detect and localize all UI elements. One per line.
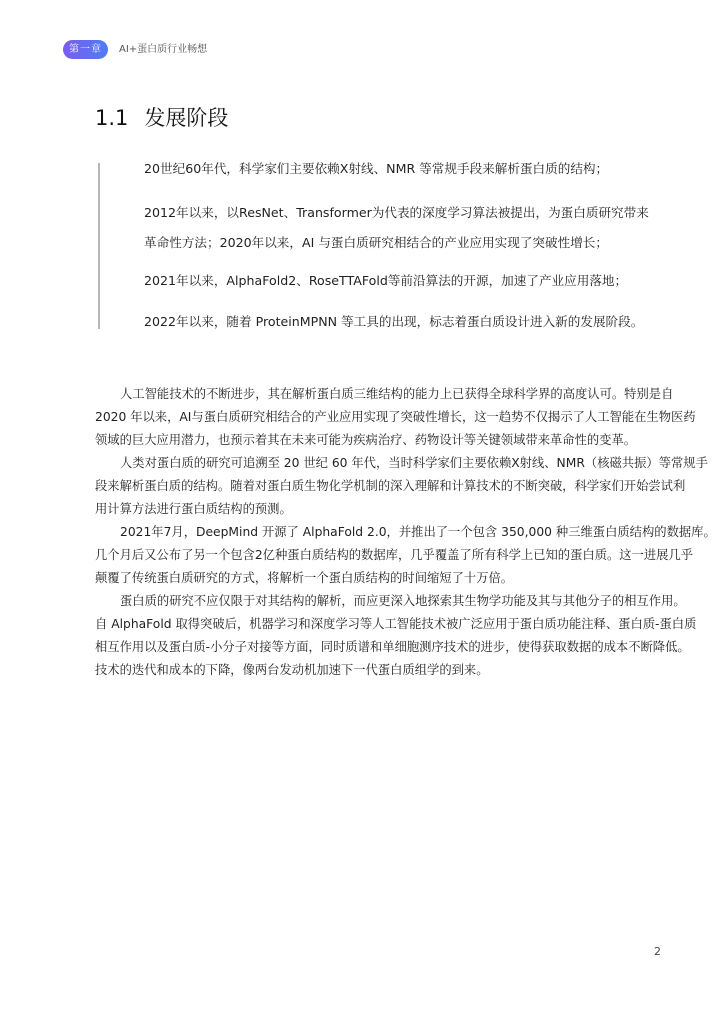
paragraph-line: 用计算方法进行蛋白质结构的预测。: [95, 502, 292, 516]
paragraph-1: [95, 383, 696, 452]
paragraph-2: [95, 452, 708, 521]
paragraph-3: [95, 521, 716, 590]
chapter-badge: 第一章: [63, 40, 108, 59]
paragraph-line: 技术的迭代和成本的下降，像两台发动机加速下一代蛋白质组学的到来。: [95, 663, 489, 677]
paragraph-line: 领域的巨大应用潜力，也预示着其在未来可能为疾病治疗、药物设计等关键领域带来革命性的变革。: [95, 433, 637, 447]
paragraph-line: 自 AlphaFold 取得突破后，机器学习和深度学习等人工智能技术被广泛应用于蛋白质功能注释、蛋白质-蛋白质: [95, 617, 697, 631]
paragraph-line: 颠覆了传统蛋白质研究的方式，将解析一个蛋白质结构的时间缩短了十万倍。: [95, 571, 514, 585]
page-number: 2: [654, 945, 661, 958]
paragraph-line: 2020 年以来，AI与蛋白质研究相结合的产业应用实现了突破性增长，这一趋势不仅揭示了人工智能在生物医药: [95, 410, 696, 424]
paragraph-line: 相互作用以及蛋白质-小分子对接等方面，同时质谱和单细胞测序技术的进步，使得获取数据的成本不断降低。: [95, 640, 690, 654]
timeline-divider: [98, 163, 100, 329]
paragraph-line: 段来解析蛋白质的结构。随着对蛋白质生物化学机制的深入理解和计算技术的不断突破，科学家们开始尝试利: [95, 479, 686, 493]
timeline-item-2012-line2: 革命性方法；2020年以来，AI 与蛋白质研究相结合的产业应用实现了突破性增长；: [144, 235, 608, 250]
chapter-name: AI+蛋白质行业畅想: [119, 44, 208, 55]
section-title-text: 发展阶段: [144, 106, 229, 130]
paragraph-line: 人类对蛋白质的研究可追溯至 20 世纪 60 年代，当时科学家们主要依赖X射线、NMR（核磁共振）等常规手: [120, 456, 708, 470]
body-text: [95, 383, 716, 682]
timeline-item-2012-line1: 2012年以来，以ResNet、Transformer为代表的深度学习算法被提出，为蛋白质研究带来: [144, 205, 649, 220]
paragraph-line: 人工智能技术的不断进步，其在解析蛋白质三维结构的能力上已获得全球科学界的高度认可。特别是自: [120, 387, 674, 401]
paragraph-line: 蛋白质的研究不应仅限于对其结构的解析，而应更深入地探索其生物学功能及其与其他分子的相互作用。: [120, 594, 686, 608]
paragraph-4: [95, 590, 697, 682]
section-number: 1.1: [95, 106, 129, 130]
paragraph-line: 几个月后又公布了另一个包含2亿种蛋白质结构的数据库，几乎覆盖了所有科学上已知的蛋白质。这一进展几乎: [95, 548, 694, 562]
paragraph-line: 2021年7月，DeepMind 开源了 AlphaFold 2.0，并推出了一个包含 350,000 种三维蛋白质结构的数据库。: [120, 525, 716, 539]
timeline-item-2021: 2021年以来，AlphaFold2、RoseTTAFold等前沿算法的开源，加速了产业应用落地；: [144, 273, 628, 288]
timeline-item-1960s: 20世纪60年代，科学家们主要依赖X射线、NMR 等常规手段来解析蛋白质的结构；: [144, 161, 609, 176]
section-title: [95, 103, 228, 133]
timeline-item-2022: 2022年以来，随着 ProteinMPNN 等工具的出现，标志着蛋白质设计进入新的发展阶段。: [144, 314, 644, 329]
